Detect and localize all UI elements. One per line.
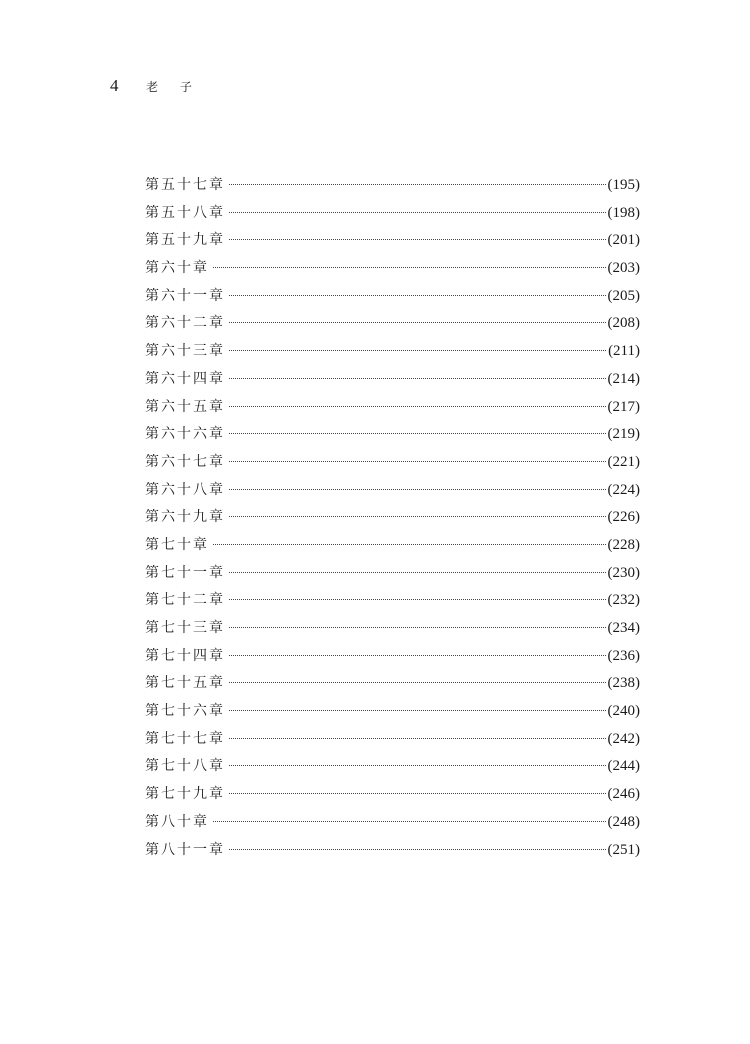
page-header [110,76,201,96]
toc-entry-title: 第六十六章 [145,426,225,443]
dot-leader [229,406,606,407]
page-number: 4 [110,76,119,95]
toc-entry-title: 第七十八章 [145,758,225,775]
toc-entry-title: 第五十七章 [145,177,225,193]
toc-entry[interactable] [145,200,640,228]
toc-entry-title: 第六十八章 [145,481,225,498]
toc-entry-page: (201) [607,232,640,249]
toc-entry-title: 第六十四章 [145,370,225,387]
toc-entry-page: (232) [607,592,640,609]
toc-entry[interactable] [145,504,640,532]
toc-entry[interactable] [145,781,640,809]
toc-entry-page: (205) [607,287,640,304]
toc-entry[interactable] [145,477,640,505]
toc-entry-title: 第六十章 [145,260,209,277]
dot-leader [229,184,606,185]
dot-leader [229,239,606,240]
dot-leader [229,350,606,351]
toc-entry[interactable] [145,726,640,754]
toc-entry-page: (236) [607,647,640,664]
toc-entry-title: 第七十六章 [145,703,225,720]
toc-entry-page: (219) [607,426,640,443]
dot-leader [229,627,606,628]
toc-entry[interactable] [145,449,640,477]
toc-entry-page: (244) [607,758,640,775]
toc-entry-page: (203) [607,260,640,277]
toc-entry-page: (211) [608,343,640,360]
toc-entry[interactable] [145,338,640,366]
dot-leader [229,655,606,656]
toc-entry-title: 第七十三章 [145,620,225,636]
toc-entry[interactable] [145,753,640,781]
toc-entry-title: 第七十一章 [145,564,225,581]
toc-entry[interactable] [145,587,640,615]
toc-entry-page: (248) [607,813,640,830]
running-title: 老 子 [146,80,201,94]
toc-entry[interactable] [145,283,640,311]
toc-entry[interactable] [145,670,640,698]
toc-entry[interactable] [145,421,640,449]
toc-entry[interactable] [145,172,640,200]
dot-leader [229,489,606,490]
dot-leader [229,599,606,600]
dot-leader [229,765,606,766]
toc-entry[interactable] [145,532,640,560]
toc-entry-title: 第六十一章 [145,287,225,304]
toc-entry[interactable] [145,698,640,726]
toc-entry[interactable] [145,560,640,588]
toc-entry[interactable] [145,310,640,338]
toc-entry-page: (230) [607,564,640,581]
toc-entry-title: 第七十九章 [145,786,225,803]
dot-leader [229,212,606,213]
dot-leader [229,461,606,462]
toc-entry-page: (198) [607,204,640,221]
toc-entry-title: 第六十七章 [145,453,225,470]
toc-entry-page: (217) [607,398,640,415]
dot-leader [229,378,606,379]
dot-leader [229,738,606,739]
dot-leader [229,433,606,434]
toc-entry-title: 第八十一章 [145,841,225,858]
dot-leader [229,682,606,683]
dot-leader [229,572,606,573]
dot-leader [213,821,606,822]
toc-entry-page: (221) [607,453,640,470]
toc-entry[interactable] [145,643,640,671]
toc-entry-page: (224) [607,481,640,498]
toc-entry-title: 第八十章 [145,813,209,830]
toc-entry-title: 第五十八章 [145,204,225,221]
toc-entry-page: (234) [607,620,640,636]
table-of-contents [145,172,640,864]
toc-entry-title: 第七十章 [145,536,209,553]
toc-entry-title: 第六十二章 [145,315,225,332]
toc-entry-title: 第七十二章 [145,592,225,609]
toc-entry-page: (240) [607,703,640,720]
toc-entry-title: 第六十九章 [145,509,225,526]
toc-entry-title: 第六十三章 [145,343,225,360]
dot-leader [229,516,606,517]
dot-leader [229,710,606,711]
toc-entry-page: (251) [607,841,640,858]
dot-leader [229,322,606,323]
toc-entry[interactable] [145,255,640,283]
toc-entry-title: 第六十五章 [145,398,225,415]
toc-entry-page: (246) [607,786,640,803]
toc-entry-page: (195) [607,177,640,193]
toc-entry-page: (242) [607,730,640,747]
toc-entry-page: (208) [607,315,640,332]
dot-leader [229,295,606,296]
dot-leader [213,544,606,545]
dot-leader [213,267,606,268]
toc-entry-page: (238) [607,675,640,692]
toc-entry[interactable] [145,366,640,394]
toc-entry[interactable] [145,227,640,255]
toc-entry-title: 第七十四章 [145,647,225,664]
toc-entry[interactable] [145,809,640,837]
toc-entry-title: 第五十九章 [145,232,225,249]
toc-entry-title: 第七十五章 [145,675,225,692]
dot-leader [229,793,606,794]
toc-entry-page: (226) [607,509,640,526]
toc-entry[interactable] [145,394,640,422]
toc-entry-page: (228) [607,536,640,553]
toc-entry-title: 第七十七章 [145,730,225,747]
toc-entry-page: (214) [607,370,640,387]
toc-entry[interactable] [145,615,640,643]
dot-leader [229,849,606,850]
toc-entry[interactable] [145,837,640,865]
